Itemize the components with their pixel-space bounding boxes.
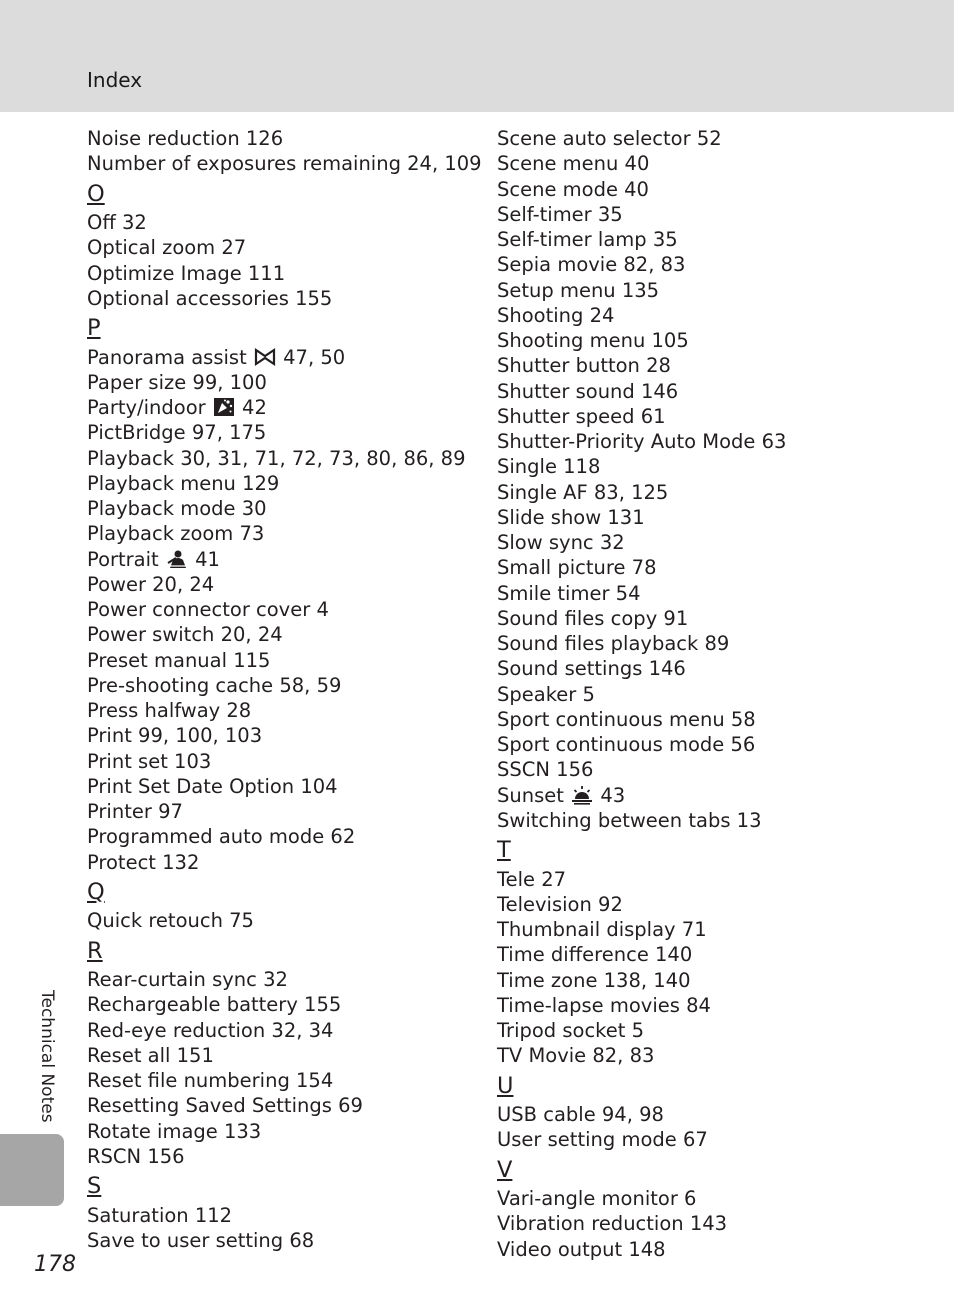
page-header [0, 0, 954, 112]
index-entry: Switching between tabs 13 [497, 808, 762, 832]
index-entry: Number of exposures remaining 24, 109 [87, 152, 482, 176]
index-entry: Reset all 151 [87, 1043, 214, 1067]
index-entry: Smile timer 54 [497, 581, 641, 605]
index-letter-s: S [87, 1173, 102, 1199]
index-entry: Scene mode 40 [497, 177, 649, 201]
index-entry: Vari-angle monitor 6 [497, 1187, 697, 1210]
index-entry: Pre-shooting cache 58, 59 [87, 673, 342, 697]
index-entry: Self-timer 35 [497, 202, 623, 226]
index-entry: Quick retouch 75 [87, 909, 254, 933]
party-indoor-icon [213, 397, 235, 417]
index-entry: Speaker 5 [497, 682, 595, 706]
header-title: Index [87, 68, 143, 92]
index-entry: Time-lapse movies 84 [497, 993, 711, 1017]
index-entry: User setting mode 67 [497, 1128, 708, 1152]
index-entry: Self-timer lamp 35 [497, 228, 678, 251]
index-entry: PictBridge 97, 175 [87, 421, 267, 445]
index-entry: Playback zoom 73 [87, 522, 265, 546]
index-column-left [87, 126, 482, 1253]
index-entry [497, 783, 937, 808]
index-entry-pages: 47, 50 [283, 345, 346, 369]
index-letter-q: Q [87, 878, 105, 905]
index-entry: Shutter button 28 [497, 354, 671, 378]
index-entry: Sound files copy 91 [497, 606, 689, 630]
index-entry: Print set 103 [87, 749, 212, 773]
index-entry: Slide show 131 [497, 505, 645, 529]
index-entry: Video output 148 [497, 1237, 666, 1261]
index-entry: Reset file numbering 154 [87, 1069, 334, 1092]
index-entry-text: Panorama assist [87, 345, 247, 369]
section-tab-marker [0, 1134, 64, 1206]
index-letter-r: R [87, 937, 103, 964]
page-number: 178 [34, 1252, 76, 1277]
index-entry: Vibration reduction 143 [497, 1212, 728, 1236]
index-letter-t: T [497, 837, 511, 863]
panorama-icon [254, 347, 276, 367]
index-entry: Shutter sound 146 [497, 379, 679, 403]
index-entry: Power 20, 24 [87, 572, 215, 596]
index-entry: Tripod socket 5 [497, 1019, 645, 1042]
index-entry: Optical zoom 27 [87, 236, 247, 260]
index-entry: Shooting menu 105 [497, 329, 689, 352]
index-entry: Off 32 [87, 211, 147, 234]
sunset-icon [571, 785, 593, 805]
index-entry: Thumbnail display 71 [497, 918, 707, 941]
index-entry: Paper size 99, 100 [87, 370, 267, 394]
index-entry: Small picture 78 [497, 556, 657, 580]
index-letter-p: P [87, 315, 101, 341]
index-entry: Scene menu 40 [497, 152, 650, 176]
index-entry: Protect 132 [87, 850, 200, 874]
index-entry: Playback 30, 31, 71, 72, 73, 80, 86, 89 [87, 446, 466, 470]
index-entry-text: Portrait [87, 547, 159, 571]
index-entry: Rotate image 133 [87, 1119, 262, 1143]
index-entry: Time zone 138, 140 [497, 968, 691, 992]
index-entry: Print 99, 100, 103 [87, 724, 263, 748]
index-entry-pages: 43 [600, 783, 626, 807]
index-entry: Preset manual 115 [87, 648, 271, 672]
index-entry: Single 118 [497, 455, 601, 479]
index-entry [87, 395, 477, 420]
index-entry-pages: 41 [195, 547, 220, 571]
index-entry: Print Set Date Option 104 [87, 774, 338, 798]
index-entry: Power switch 20, 24 [87, 623, 283, 647]
index-entry: Sport continuous menu 58 [497, 707, 756, 731]
index-column-right [497, 126, 937, 1262]
index-letter-u: U [497, 1072, 514, 1099]
index-entry-text: Party/indoor [87, 396, 206, 419]
index-entry: SSCN 156 [497, 758, 594, 782]
index-entry: Printer 97 [87, 800, 183, 823]
index-entry: Time difference 140 [497, 943, 693, 967]
index-entry: Sound files playback 89 [497, 632, 730, 655]
index-entry: Playback menu 129 [87, 471, 280, 495]
index-entry: Noise reduction 126 [87, 127, 284, 150]
index-entry: Slow sync 32 [497, 531, 625, 554]
index-letter-v: V [497, 1156, 513, 1183]
index-entry: Optional accessories 155 [87, 286, 333, 310]
index-entry: RSCN 156 [87, 1144, 185, 1168]
index-entry: Tele 27 [497, 867, 567, 891]
index-entry: USB cable 94, 98 [497, 1103, 664, 1126]
index-entry: Setup menu 135 [497, 278, 660, 302]
index-entry: Power connector cover 4 [87, 598, 329, 621]
index-entry: Shutter-Priority Auto Mode 63 [497, 430, 787, 453]
index-entry: Sepia movie 82, 83 [497, 253, 686, 277]
index-entry: Press halfway 28 [87, 699, 252, 722]
index-entry: Single AF 83, 125 [497, 480, 669, 504]
index-entry: Playback mode 30 [87, 497, 267, 520]
index-entry: Television 92 [497, 892, 623, 916]
index-entry: Rechargeable battery 155 [87, 993, 342, 1017]
index-letter-o: O [87, 180, 105, 207]
index-entry: Sport continuous mode 56 [497, 733, 756, 756]
index-entry [87, 345, 477, 370]
index-entry: Shutter speed 61 [497, 404, 666, 428]
portrait-icon [166, 549, 188, 569]
index-entry: Scene auto selector 52 [497, 127, 722, 150]
index-entry: Programmed auto mode 62 [87, 825, 356, 849]
index-entry: Resetting Saved Settings 69 [87, 1094, 363, 1118]
index-entry: Sound settings 146 [497, 657, 686, 681]
index-entry: Shooting 24 [497, 303, 615, 327]
index-entry: Save to user setting 68 [87, 1228, 315, 1252]
index-entry: TV Movie 82, 83 [497, 1044, 655, 1068]
index-entry: Optimize Image 111 [87, 261, 286, 285]
index-entry: Red-eye reduction 32, 34 [87, 1018, 334, 1042]
index-entry: Rear-curtain sync 32 [87, 968, 288, 991]
index-entry [87, 547, 477, 572]
index-entry-text: Sunset [497, 783, 564, 807]
index-entry-pages: 42 [242, 396, 267, 419]
side-tab-label: Technical Notes [37, 990, 57, 1123]
index-entry: Saturation 112 [87, 1203, 233, 1227]
